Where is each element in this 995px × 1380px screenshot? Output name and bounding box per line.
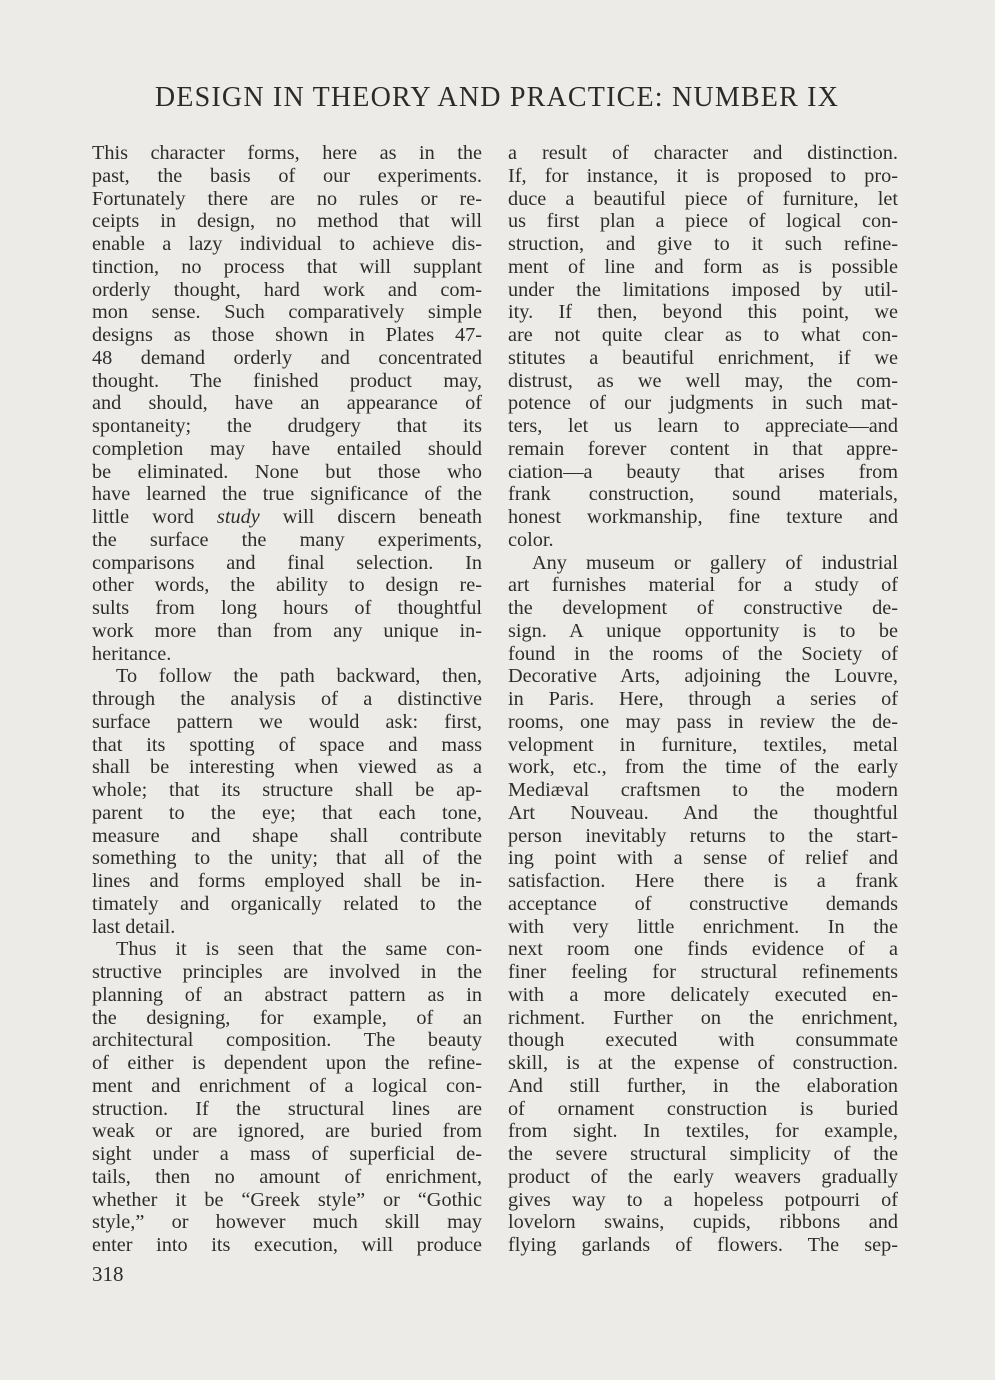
text-line: completion may have entailed should (92, 437, 482, 460)
text-line: duce a beautiful piece of furniture, let (508, 187, 898, 210)
text-line: potence of our judgments in such mat- (508, 392, 898, 415)
text-line: heritance. (92, 642, 172, 665)
text-line: stitutes a beautiful enrichment, if we (508, 346, 898, 369)
text-line: weak or are ignored, are buried from (92, 1120, 482, 1143)
text-line: lines and forms employed shall be in- (92, 870, 482, 892)
text-line: person inevitably returns to the start- (508, 824, 898, 847)
text-line: ity. If then, beyond this point, we (508, 301, 898, 324)
text-line: ters, let us learn to appreciate—and (508, 415, 898, 437)
left-text-column (92, 142, 482, 1257)
text-line: through the analysis of a distinctive (92, 688, 482, 710)
text-line: the designing, for example, of an (92, 1006, 482, 1029)
text-line: struction, and give to it such refine- (508, 233, 898, 255)
text-line: whether it be “Greek style” or “Gothic (92, 1188, 482, 1211)
text-line: To follow the path backward, then, (116, 665, 482, 688)
text-line: 48 demand orderly and concentrated (92, 346, 482, 369)
text-line: surface pattern we would ask: first, (92, 710, 482, 733)
text-line: sults from long hours of thoughtful (92, 597, 482, 619)
text-line: from sight. In textiles, for example, (508, 1120, 898, 1143)
text-line: spontaneity; the drudgery that its (92, 415, 482, 437)
text-line: next room one finds evidence of a (508, 938, 898, 961)
text-line: enable a lazy individual to achieve dis- (92, 233, 482, 255)
text-line: work, etc., from the time of the early (508, 756, 898, 779)
text-line: tinction, no process that will supplant (92, 255, 482, 278)
text-line: lovelorn swains, cupids, ribbons and (508, 1211, 898, 1234)
text-line: gives way to a hopeless potpourri of (508, 1188, 898, 1211)
text-line: remain forever content in that appre- (508, 437, 898, 460)
text-line: mon sense. Such comparatively simple (92, 301, 482, 324)
text-line: measure and shape shall contribute (92, 824, 482, 847)
text-line: a result of character and distinction. (508, 142, 898, 164)
text-line: sign. A unique opportunity is to be (508, 619, 898, 642)
text-line: found in the rooms of the Society of (508, 642, 898, 665)
text-line: struction. If the structural lines are (92, 1097, 482, 1120)
text-line: with a more delicately executed en- (508, 983, 898, 1006)
text-line: product of the early weavers gradually (508, 1165, 898, 1188)
text-line: style,” or however much skill may (92, 1211, 482, 1234)
emphasized-word: study (216, 506, 260, 528)
text-line: of either is dependent upon the refine- (92, 1052, 482, 1074)
text-line: Mediæval craftsmen to the modern (508, 779, 898, 801)
text-line: of ornament construction is buried (508, 1097, 898, 1120)
text-line: that its spotting of space and mass (92, 733, 482, 756)
text-line: ment and enrichment of a logical con- (92, 1074, 482, 1097)
text-line: shall be interesting when viewed as a (92, 756, 482, 779)
text-line: whole; that its structure shall be ap- (92, 779, 482, 801)
text-line: ment of line and form as is possible (508, 255, 898, 278)
text-line: the severe structural simplicity of the (508, 1143, 898, 1165)
text-line: Any museum or gallery of industrial (532, 551, 898, 574)
text-line: enter into its execution, will produce (92, 1234, 482, 1256)
text-line: This character forms, here as in the (92, 142, 482, 164)
text-line: richment. Further on the enrichment, (508, 1006, 898, 1029)
text-line: ciation—a beauty that arises from (508, 460, 898, 483)
text-line: us first plan a piece of logical con- (508, 210, 898, 233)
text-line: frank construction, sound materials, (508, 483, 898, 506)
text-line: skill, is at the expense of construction. (508, 1052, 898, 1074)
running-head: DESIGN IN THEORY AND PRACTICE: NUMBER IX (154, 82, 840, 113)
text-line: Fortunately there are no rules or re- (92, 187, 482, 210)
text-line: designs as those shown in Plates 47- (92, 324, 482, 346)
text-line: be eliminated. None but those who (92, 460, 482, 483)
text-line: acceptance of constructive demands (508, 892, 898, 915)
text-line: distrust, as we well may, the com- (508, 369, 898, 392)
text-line: And still further, in the elaboration (508, 1074, 898, 1097)
text-line: Decorative Arts, adjoining the Louvre, (508, 665, 898, 688)
text-line: something to the unity; that all of the (92, 847, 482, 870)
text-line: in Paris. Here, through a series of (508, 688, 898, 710)
text-line: little word study will discern beneath (92, 506, 482, 528)
text-line: and should, have an appearance of (92, 392, 482, 415)
text-line: have learned the true significance of the (92, 483, 482, 506)
text-line: the development of constructive de- (508, 597, 898, 619)
text-line: last detail. (92, 915, 176, 938)
text-line: ing point with a sense of relief and (508, 847, 898, 870)
text-line: finer feeling for structural refinements (508, 961, 898, 983)
text-line: Art Nouveau. And the thoughtful (508, 801, 898, 824)
text-line: orderly thought, hard work and com- (92, 278, 482, 301)
text-line: architectural composition. The beauty (92, 1029, 482, 1052)
page-number: 318 (92, 1262, 124, 1286)
text-line: planning of an abstract pattern as in (92, 983, 482, 1006)
text-line: other words, the ability to design re- (92, 574, 482, 597)
text-line: tails, then no amount of enrichment, (92, 1165, 482, 1188)
text-line: art furnishes material for a study of (508, 574, 898, 597)
text-line: timately and organically related to the (92, 892, 482, 915)
text-line: velopment in furniture, textiles, metal (508, 733, 898, 756)
text-line: ceipts in design, no method that will (92, 210, 482, 233)
text-line: satisfaction. Here there is a frank (508, 870, 898, 892)
text-line: under the limitations imposed by util- (508, 278, 898, 301)
text-line: If, for instance, it is proposed to pro- (508, 164, 898, 187)
text-line: comparisons and final selection. In (92, 551, 482, 574)
text-line: flying garlands of flowers. The sep- (508, 1234, 898, 1256)
text-line: the surface the many experiments, (92, 528, 482, 551)
text-line: are not quite clear as to what con- (508, 324, 898, 346)
text-line: past, the basis of our experiments. (92, 164, 482, 187)
text-line: with very little enrichment. In the (508, 915, 898, 938)
text-line: sight under a mass of superficial de- (92, 1143, 482, 1165)
text-line: thought. The finished product may, (92, 369, 482, 392)
text-line: work more than from any unique in- (92, 619, 482, 642)
right-text-column (508, 142, 898, 1257)
text-line: structive principles are involved in the (92, 961, 482, 983)
text-line: rooms, one may pass in review the de- (508, 710, 898, 733)
text-line: color. (508, 528, 554, 551)
text-line: parent to the eye; that each tone, (92, 801, 482, 824)
text-line: though executed with consummate (508, 1029, 898, 1052)
text-line: honest workmanship, fine texture and (508, 506, 898, 528)
text-line: Thus it is seen that the same con- (116, 938, 482, 961)
